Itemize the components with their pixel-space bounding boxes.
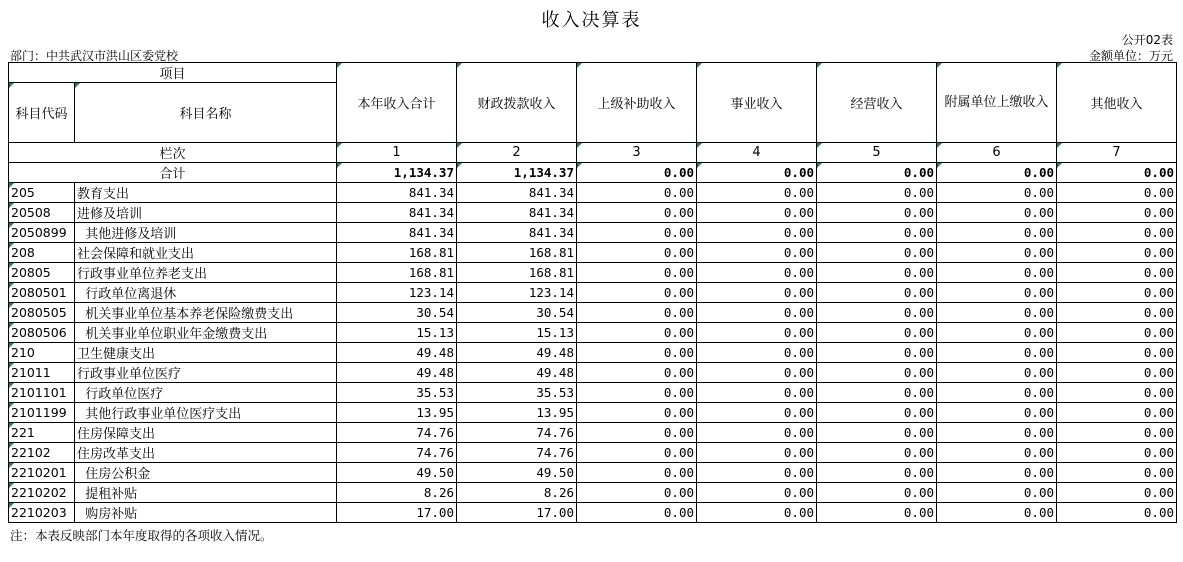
table-row xyxy=(9,443,1177,463)
row-value: 0.00 xyxy=(937,363,1057,383)
row-value: 0.00 xyxy=(577,503,697,523)
row-value: 0.00 xyxy=(577,423,697,443)
row-value: 0.00 xyxy=(577,403,697,423)
table-row xyxy=(9,363,1177,383)
row-value: 0.00 xyxy=(577,363,697,383)
row-value: 0.00 xyxy=(697,243,817,263)
row-name: 卫生健康支出 xyxy=(75,343,337,363)
row-value: 0.00 xyxy=(937,343,1057,363)
row-value: 123.14 xyxy=(457,283,577,303)
total-value: 0.00 xyxy=(697,163,817,183)
row-value: 0.00 xyxy=(817,483,937,503)
row-name: 提租补贴 xyxy=(75,483,337,503)
row-value: 0.00 xyxy=(817,383,937,403)
row-value: 0.00 xyxy=(577,303,697,323)
row-value: 0.00 xyxy=(817,443,937,463)
table-row xyxy=(9,483,1177,503)
col-number: 6 xyxy=(937,143,1057,163)
row-value: 0.00 xyxy=(1057,323,1177,343)
row-value: 74.76 xyxy=(337,443,457,463)
header-project: 项目 xyxy=(9,63,337,83)
row-code: 2050899 xyxy=(9,223,75,243)
row-name: 行政事业单位养老支出 xyxy=(75,263,337,283)
row-value: 0.00 xyxy=(1057,183,1177,203)
table-row xyxy=(9,223,1177,243)
col-number: 4 xyxy=(697,143,817,163)
row-value: 0.00 xyxy=(817,263,937,283)
row-value: 0.00 xyxy=(1057,503,1177,523)
form-code: 公开02表 xyxy=(1121,33,1173,47)
header-col-6: 附属单位上缴收入 xyxy=(937,63,1057,143)
table-row xyxy=(9,243,1177,263)
row-name: 行政事业单位医疗 xyxy=(75,363,337,383)
row-value: 0.00 xyxy=(697,363,817,383)
row-value: 841.34 xyxy=(457,183,577,203)
total-value: 0.00 xyxy=(1057,163,1177,183)
row-value: 0.00 xyxy=(697,483,817,503)
row-value: 0.00 xyxy=(697,183,817,203)
row-value: 0.00 xyxy=(817,403,937,423)
total-label: 合计 xyxy=(9,163,337,183)
col-number: 7 xyxy=(1057,143,1177,163)
row-value: 15.13 xyxy=(337,323,457,343)
row-value: 0.00 xyxy=(937,203,1057,223)
row-value: 0.00 xyxy=(817,303,937,323)
row-name: 社会保障和就业支出 xyxy=(75,243,337,263)
table-row xyxy=(9,423,1177,443)
row-value: 0.00 xyxy=(1057,483,1177,503)
row-value: 0.00 xyxy=(697,463,817,483)
row-value: 49.48 xyxy=(457,343,577,363)
row-value: 0.00 xyxy=(937,243,1057,263)
header-code: 科目代码 xyxy=(9,83,75,143)
row-value: 0.00 xyxy=(937,443,1057,463)
row-code: 2210203 xyxy=(9,503,75,523)
row-code: 2080501 xyxy=(9,283,75,303)
row-value: 49.50 xyxy=(337,463,457,483)
row-value: 0.00 xyxy=(697,423,817,443)
row-code: 210 xyxy=(9,343,75,363)
row-value: 0.00 xyxy=(1057,243,1177,263)
row-name: 行政单位离退休 xyxy=(75,283,337,303)
row-name: 机关事业单位基本养老保险缴费支出 xyxy=(75,303,337,323)
row-value: 74.76 xyxy=(457,423,577,443)
row-value: 0.00 xyxy=(937,283,1057,303)
row-value: 0.00 xyxy=(817,343,937,363)
footnote: 注：本表反映部门本年度取得的各项收入情况。 xyxy=(10,528,273,543)
row-value: 0.00 xyxy=(937,303,1057,323)
row-value: 30.54 xyxy=(337,303,457,323)
row-value: 49.48 xyxy=(337,363,457,383)
row-name: 购房补贴 xyxy=(75,503,337,523)
row-value: 168.81 xyxy=(457,243,577,263)
income-table xyxy=(8,62,1177,523)
row-value: 49.48 xyxy=(457,363,577,383)
table-row xyxy=(9,303,1177,323)
row-name: 住房保障支出 xyxy=(75,423,337,443)
row-value: 0.00 xyxy=(937,403,1057,423)
row-value: 0.00 xyxy=(1057,403,1177,423)
row-value: 0.00 xyxy=(817,223,937,243)
table-row xyxy=(9,403,1177,423)
table-row xyxy=(9,343,1177,363)
row-value: 0.00 xyxy=(577,183,697,203)
row-name: 进修及培训 xyxy=(75,203,337,223)
row-code: 221 xyxy=(9,423,75,443)
table-row xyxy=(9,283,1177,303)
col-number: 1 xyxy=(337,143,457,163)
table-row xyxy=(9,503,1177,523)
col-number: 5 xyxy=(817,143,937,163)
total-value: 0.00 xyxy=(817,163,937,183)
row-value: 0.00 xyxy=(937,323,1057,343)
row-value: 0.00 xyxy=(697,203,817,223)
row-value: 0.00 xyxy=(577,383,697,403)
row-value: 0.00 xyxy=(937,383,1057,403)
row-value: 841.34 xyxy=(337,223,457,243)
row-value: 0.00 xyxy=(1057,443,1177,463)
row-value: 0.00 xyxy=(577,263,697,283)
row-code: 22102 xyxy=(9,443,75,463)
row-value: 0.00 xyxy=(577,283,697,303)
row-value: 0.00 xyxy=(1057,363,1177,383)
row-code: 208 xyxy=(9,243,75,263)
row-value: 0.00 xyxy=(577,483,697,503)
row-code: 2101199 xyxy=(9,403,75,423)
row-value: 0.00 xyxy=(817,203,937,223)
total-value: 1,134.37 xyxy=(457,163,577,183)
table-row xyxy=(9,383,1177,403)
row-value: 17.00 xyxy=(457,503,577,523)
row-name: 住房公积金 xyxy=(75,463,337,483)
header-lanci: 栏次 xyxy=(9,143,337,163)
total-value: 0.00 xyxy=(937,163,1057,183)
row-value: 0.00 xyxy=(817,243,937,263)
header-col-2: 财政拨款收入 xyxy=(457,63,577,143)
row-value: 0.00 xyxy=(577,223,697,243)
row-value: 0.00 xyxy=(817,183,937,203)
row-value: 0.00 xyxy=(577,463,697,483)
total-value: 0.00 xyxy=(577,163,697,183)
header-col-4: 事业收入 xyxy=(697,63,817,143)
row-value: 0.00 xyxy=(697,303,817,323)
row-value: 168.81 xyxy=(337,243,457,263)
table-row xyxy=(9,463,1177,483)
row-value: 0.00 xyxy=(937,463,1057,483)
row-value: 35.53 xyxy=(337,383,457,403)
row-code: 20805 xyxy=(9,263,75,283)
row-value: 168.81 xyxy=(337,263,457,283)
row-value: 0.00 xyxy=(1057,463,1177,483)
row-name: 机关事业单位职业年金缴费支出 xyxy=(75,323,337,343)
row-value: 0.00 xyxy=(817,423,937,443)
row-name: 教育支出 xyxy=(75,183,337,203)
row-value: 0.00 xyxy=(817,283,937,303)
page-title: 收入决算表 xyxy=(541,10,642,31)
row-value: 0.00 xyxy=(697,383,817,403)
header-col-5: 经营收入 xyxy=(817,63,937,143)
header-col-3: 上级补助收入 xyxy=(577,63,697,143)
row-value: 35.53 xyxy=(457,383,577,403)
row-name: 其他进修及培训 xyxy=(75,223,337,243)
row-name: 其他行政事业单位医疗支出 xyxy=(75,403,337,423)
row-code: 2210202 xyxy=(9,483,75,503)
row-value: 0.00 xyxy=(937,223,1057,243)
row-value: 0.00 xyxy=(1057,303,1177,323)
row-code: 2210201 xyxy=(9,463,75,483)
row-value: 0.00 xyxy=(1057,283,1177,303)
unit-label: 金额单位：万元 xyxy=(1088,49,1173,63)
header-name: 科目名称 xyxy=(75,83,337,143)
row-value: 49.50 xyxy=(457,463,577,483)
row-name: 住房改革支出 xyxy=(75,443,337,463)
row-value: 841.34 xyxy=(337,203,457,223)
row-value: 0.00 xyxy=(1057,263,1177,283)
row-value: 8.26 xyxy=(337,483,457,503)
row-value: 841.34 xyxy=(457,203,577,223)
total-row xyxy=(9,163,1177,183)
row-value: 0.00 xyxy=(697,443,817,463)
header-col-7: 其他收入 xyxy=(1057,63,1177,143)
row-name: 行政单位医疗 xyxy=(75,383,337,403)
row-value: 0.00 xyxy=(817,503,937,523)
row-value: 0.00 xyxy=(1057,223,1177,243)
row-code: 2080506 xyxy=(9,323,75,343)
row-value: 0.00 xyxy=(1057,203,1177,223)
row-code: 205 xyxy=(9,183,75,203)
row-code: 2080505 xyxy=(9,303,75,323)
row-value: 0.00 xyxy=(697,323,817,343)
row-code: 21011 xyxy=(9,363,75,383)
row-value: 0.00 xyxy=(697,283,817,303)
row-value: 8.26 xyxy=(457,483,577,503)
row-value: 0.00 xyxy=(1057,423,1177,443)
row-value: 0.00 xyxy=(817,363,937,383)
total-value: 1,134.37 xyxy=(337,163,457,183)
row-value: 0.00 xyxy=(817,323,937,343)
table-row xyxy=(9,203,1177,223)
table-row xyxy=(9,263,1177,283)
row-value: 13.95 xyxy=(337,403,457,423)
row-value: 0.00 xyxy=(697,223,817,243)
table-row xyxy=(9,323,1177,343)
row-value: 0.00 xyxy=(697,343,817,363)
row-value: 0.00 xyxy=(937,503,1057,523)
row-value: 0.00 xyxy=(577,343,697,363)
row-value: 0.00 xyxy=(577,203,697,223)
row-value: 15.13 xyxy=(457,323,577,343)
row-value: 0.00 xyxy=(937,183,1057,203)
row-value: 0.00 xyxy=(697,503,817,523)
row-value: 0.00 xyxy=(937,483,1057,503)
row-value: 0.00 xyxy=(577,243,697,263)
row-value: 17.00 xyxy=(337,503,457,523)
row-value: 0.00 xyxy=(697,403,817,423)
row-value: 30.54 xyxy=(457,303,577,323)
row-value: 49.48 xyxy=(337,343,457,363)
row-value: 0.00 xyxy=(937,423,1057,443)
row-value: 74.76 xyxy=(457,443,577,463)
row-value: 0.00 xyxy=(697,263,817,283)
header-col-1: 本年收入合计 xyxy=(337,63,457,143)
department-label: 部门：中共武汉市洪山区委党校 xyxy=(10,49,179,63)
row-code: 20508 xyxy=(9,203,75,223)
row-value: 168.81 xyxy=(457,263,577,283)
row-value: 0.00 xyxy=(937,263,1057,283)
row-value: 74.76 xyxy=(337,423,457,443)
row-value: 0.00 xyxy=(1057,383,1177,403)
row-code: 2101101 xyxy=(9,383,75,403)
col-number: 2 xyxy=(457,143,577,163)
row-value: 0.00 xyxy=(577,323,697,343)
col-number: 3 xyxy=(577,143,697,163)
row-value: 0.00 xyxy=(817,463,937,483)
row-value: 0.00 xyxy=(1057,343,1177,363)
row-value: 13.95 xyxy=(457,403,577,423)
row-value: 123.14 xyxy=(337,283,457,303)
row-value: 0.00 xyxy=(577,443,697,463)
row-value: 841.34 xyxy=(457,223,577,243)
table-row xyxy=(9,183,1177,203)
row-value: 841.34 xyxy=(337,183,457,203)
